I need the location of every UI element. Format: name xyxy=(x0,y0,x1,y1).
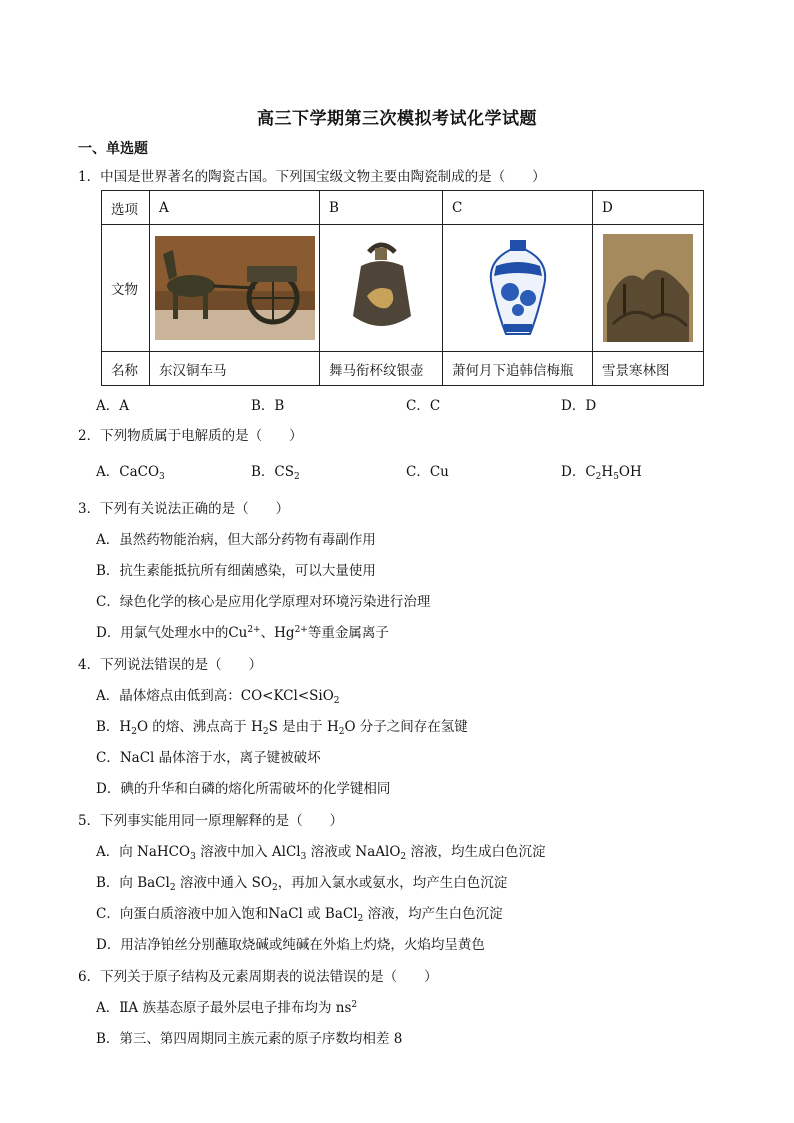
table-cell xyxy=(320,225,443,352)
table-cell xyxy=(593,225,704,352)
table-cell xyxy=(150,225,320,352)
option-b: B．第三、第四周期同主族元素的原子序数均相差 8 xyxy=(96,1031,403,1047)
table-cell: A xyxy=(150,191,320,225)
table-cell: 萧何月下追韩信梅瓶 xyxy=(443,352,593,386)
section-heading: 一、单选题 xyxy=(78,141,148,157)
table-cell: 雪景寒林图 xyxy=(593,352,704,386)
option-c: C．C xyxy=(406,398,441,414)
table-cell: B xyxy=(320,191,443,225)
table-row xyxy=(102,352,704,386)
option-d: D．$C_2H_5OH$ xyxy=(561,464,642,482)
option-a: A．CaCO$_3$ xyxy=(96,464,165,482)
table-cell: 舞马衔杯纹银壶 xyxy=(320,352,443,386)
option-c: C．绿色化学的核心是应用化学原理对环境污染进行治理 xyxy=(96,594,431,610)
table-row xyxy=(102,225,704,352)
option-c: C．NaCl 晶体溶于水，离子键被破坏 xyxy=(96,750,321,766)
question-5-stem: 5．下列事实能用同一原理解释的是（ ） xyxy=(78,813,344,829)
page-title: 高三下学期第三次模拟考试化学试题 xyxy=(257,109,537,129)
option-d: D．用氯气处理水中的$Cu^{2+}$、$Hg^{2+}$等重金属离子 xyxy=(96,625,389,641)
table-cell: D xyxy=(593,191,704,225)
option-d: D．碘的升华和白磷的熔化所需破坏的化学键相同 xyxy=(96,781,391,797)
table-cell: 选项 xyxy=(102,191,150,225)
option-d: D．D xyxy=(561,398,597,414)
option-b: B．向 BaCl$_2$ 溶液中通入 $SO_2$，再加入氯水或氨水，均产生白色沉淀 xyxy=(96,875,508,893)
silver-flask-image xyxy=(331,236,431,340)
option-b: B．$H_2O$ 的熔、沸点高于 $H_2S$ 是由于 $H_2O$ 分子之间存在氢键 xyxy=(96,719,468,737)
question-1-stem: 1．中国是世界著名的陶瓷古国。下列国宝级文物主要由陶瓷制成的是（ ） xyxy=(78,169,546,185)
table-cell: 名称 xyxy=(102,352,150,386)
option-a: A．向 NaHCO$_3$ 溶液中加入 AlCl$_3$ 溶液或 NaAlO$_2$ 溶液，均生成白色沉淀 xyxy=(96,844,546,862)
table-cell: 东汉铜车马 xyxy=(150,352,320,386)
option-a: A．A xyxy=(96,398,129,414)
option-b: B．抗生素能抵抗所有细菌感染，可以大量使用 xyxy=(96,563,376,579)
question-1-table xyxy=(101,190,704,386)
table-cell: C xyxy=(443,191,593,225)
option-a: A．晶体熔点由低到高：CO<KCl<SiO$_2$ xyxy=(96,688,340,706)
option-b: B．$CS_2$ xyxy=(251,464,300,482)
option-a: A．虽然药物能治病，但大部分药物有毒副作用 xyxy=(96,532,376,548)
blue-white-vase-image xyxy=(478,236,558,340)
option-d: D．用洁净铂丝分别蘸取烧碱或纯碱在外焰上灼烧，火焰均呈黄色 xyxy=(96,937,485,953)
option-a: A．ⅡA 族基态原子最外层电子排布均为 $ns^2$ xyxy=(96,1000,358,1016)
snowy-landscape-painting-image xyxy=(603,234,693,342)
bronze-horse-chariot-image xyxy=(155,236,315,340)
option-c: C．向蛋白质溶液中加入饱和NaCl 或 BaCl$_2$ 溶液，均产生白色沉淀 xyxy=(96,906,503,924)
option-b: B．B xyxy=(251,398,285,414)
option-c: C．Cu xyxy=(406,464,449,480)
question-6-stem: 6．下列关于原子结构及元素周期表的说法错误的是（ ） xyxy=(78,969,438,985)
question-4-stem: 4．下列说法错误的是（ ） xyxy=(78,657,263,673)
question-2-stem: 2．下列物质属于电解质的是（ ） xyxy=(78,428,303,444)
question-3-stem: 3．下列有关说法正确的是（ ） xyxy=(78,501,290,517)
table-cell: 文物 xyxy=(102,225,150,352)
table-row xyxy=(102,191,704,225)
table-cell xyxy=(443,225,593,352)
